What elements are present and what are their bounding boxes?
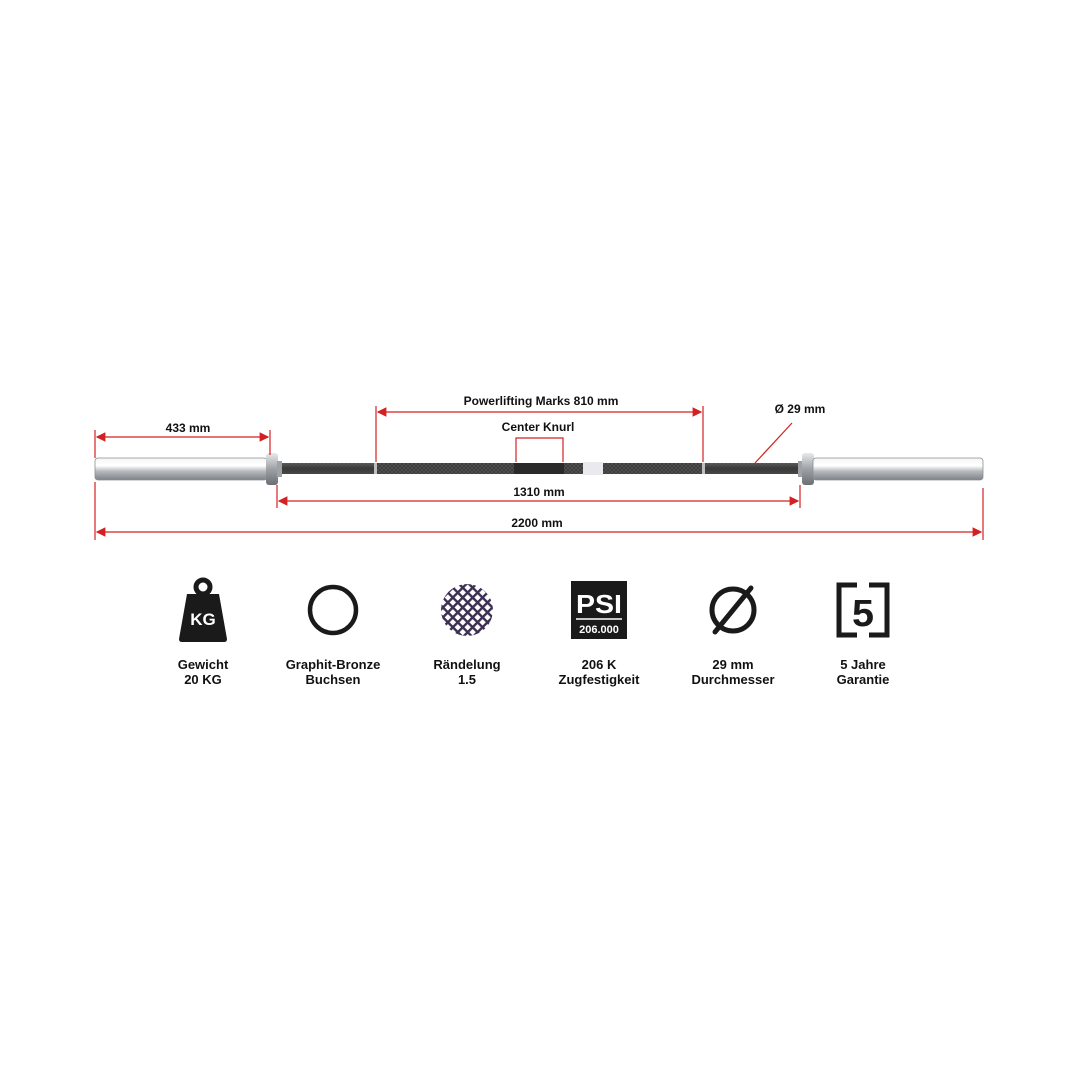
- kettlebell-kg-text: KG: [190, 610, 216, 629]
- powerlifting-mark-left: [374, 463, 377, 474]
- dim-center-knurl-label: Center Knurl: [501, 420, 575, 434]
- feature-diameter-line1: 29 mm: [712, 657, 754, 672]
- dim-inner-label: 1310 mm: [513, 485, 565, 499]
- knurling-pattern-icon: [438, 581, 496, 639]
- shaft-smooth-right: [704, 463, 798, 474]
- bar-logo: [583, 462, 603, 475]
- barbell: [95, 453, 983, 485]
- feature-diameter-line2: Durchmesser: [691, 672, 775, 687]
- left-collar: [266, 453, 278, 485]
- center-knurl-region: [514, 463, 564, 474]
- five-year-text: 5: [852, 593, 874, 635]
- five-year-icon: [835, 581, 891, 639]
- kettlebell-kg-icon: [173, 577, 233, 643]
- feature-knurling: [402, 575, 532, 687]
- dim-diameter-label: Ø 29 mm: [774, 402, 826, 416]
- feature-knurling-line1: Rändelung: [433, 657, 501, 672]
- right-collar: [802, 453, 814, 485]
- shaft-smooth-left: [282, 463, 374, 474]
- left-collar-ring: [277, 461, 282, 477]
- psi-badge-icon: [571, 581, 627, 639]
- feature-tensile-line1: 206 K: [581, 657, 617, 672]
- feature-weight: [138, 575, 268, 687]
- feature-weight-line2: 20 KG: [184, 672, 222, 687]
- feature-bushings-line2: Buchsen: [305, 672, 361, 687]
- psi-badge-subtext: 206.000: [579, 624, 619, 636]
- feature-warranty-line1: 5 Jahre: [840, 657, 886, 672]
- dim-powerlifting-label: Powerlifting Marks 810 mm: [463, 394, 619, 408]
- right-sleeve: [813, 458, 983, 480]
- feature-diameter: [668, 575, 798, 687]
- ring-icon: [305, 582, 361, 638]
- powerlifting-mark-right: [702, 463, 705, 474]
- feature-tensile-line2: Zugfestigkeit: [558, 672, 640, 687]
- feature-bushings-line1: Graphit-Bronze: [285, 657, 381, 672]
- dim-sleeve-label: 433 mm: [165, 421, 211, 435]
- dim-diameter-leader: [755, 423, 792, 463]
- dim-total-label: 2200 mm: [511, 516, 563, 530]
- left-sleeve: [95, 458, 267, 480]
- feature-bushings: [268, 575, 398, 687]
- psi-badge-text: PSI: [576, 589, 622, 619]
- feature-knurling-line2: 1.5: [457, 672, 477, 687]
- diameter-icon: [705, 582, 761, 638]
- feature-weight-line1: Gewicht: [177, 657, 229, 672]
- feature-tensile: [534, 575, 664, 687]
- dim-center-knurl-bracket: [516, 438, 563, 462]
- feature-warranty-line2: Garantie: [836, 672, 890, 687]
- feature-warranty: [798, 575, 928, 687]
